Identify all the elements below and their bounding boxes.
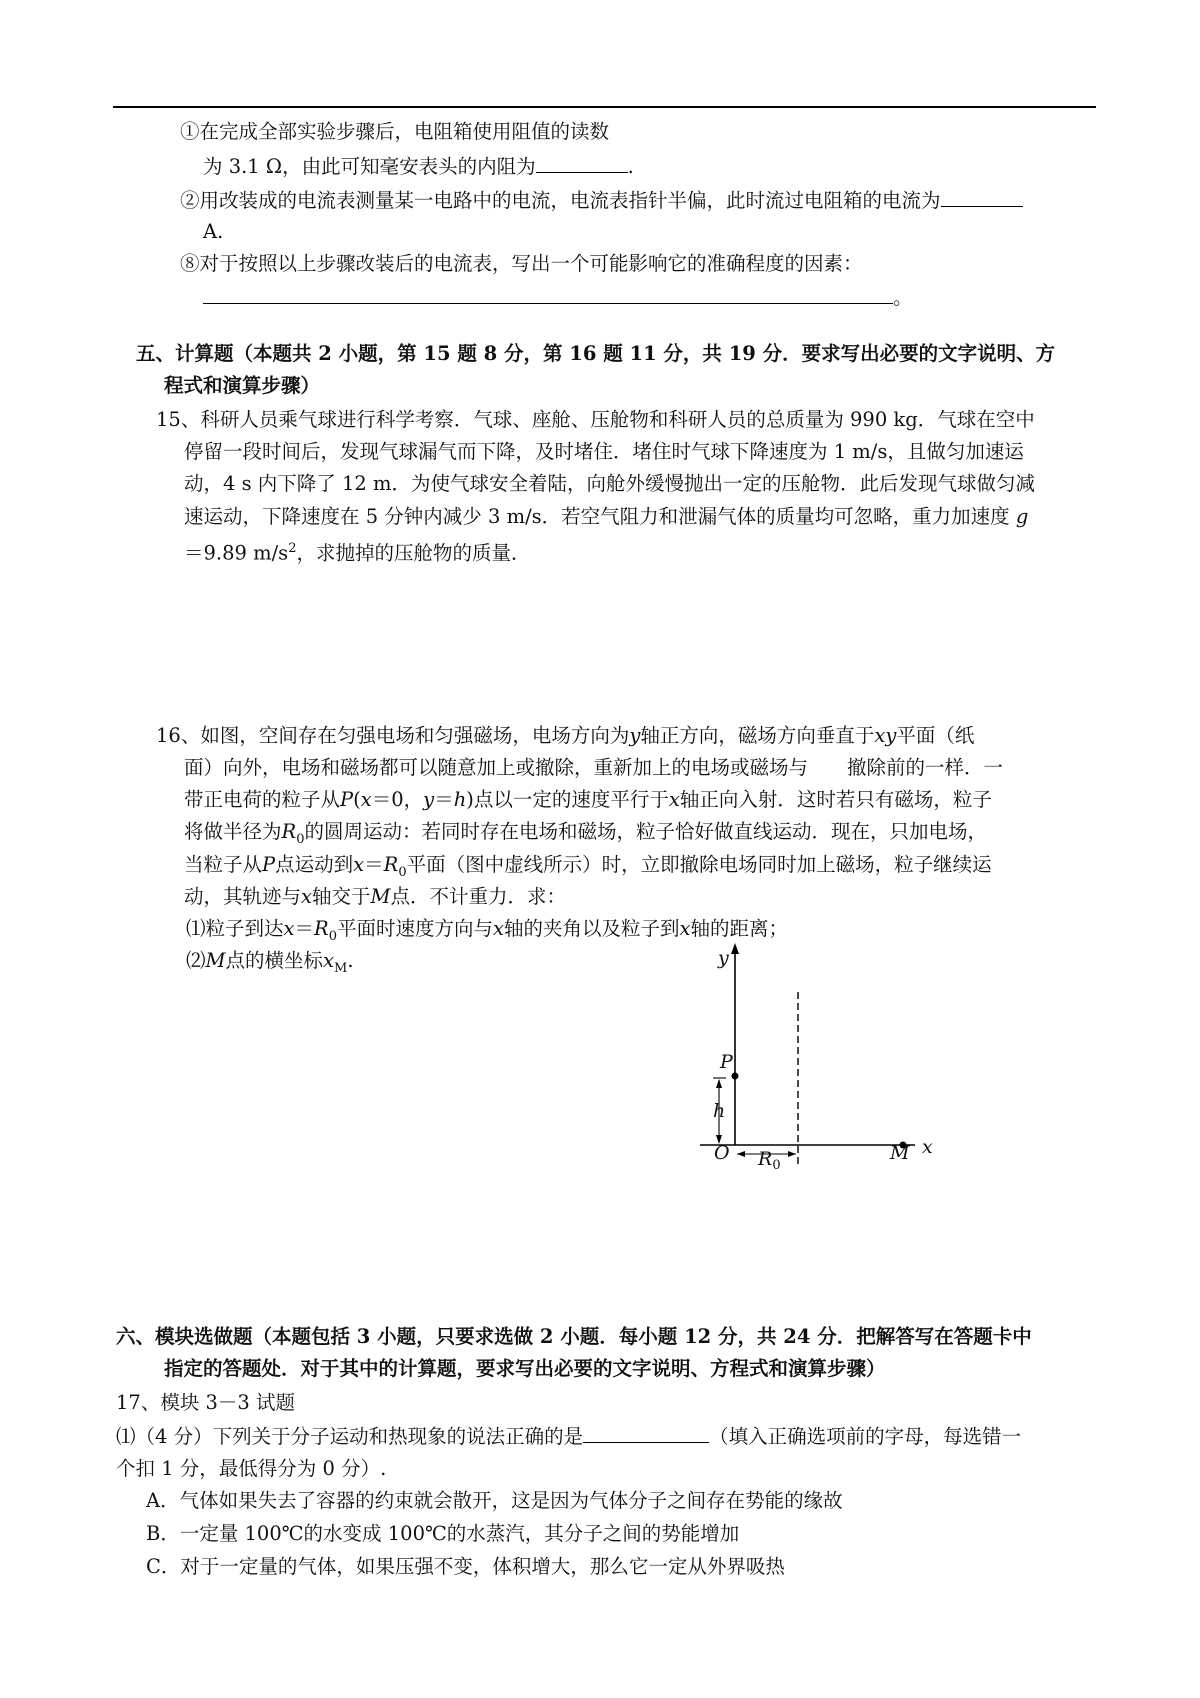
section6-heading-line1: 六、模块选做题（本题包括 3 小题，只要求选做 2 小题．每小题 12 分，共 24 分．把解答写在答题卡中	[116, 1325, 1032, 1348]
q17-title: 17、模块 3－3 试题	[116, 1391, 296, 1414]
q16-line5: 当粒子从P点运动到$x=R_0$平面（图中虚线所示）时，立即撤除电场同时加上磁场，粒子继续运	[184, 853, 992, 880]
point-p	[732, 1073, 739, 1080]
step1-line1: ①在完成全部实验步骤后，电阻箱使用阻值的读数	[180, 120, 610, 143]
step2-line2: A.	[203, 220, 224, 243]
label-m: M	[890, 1142, 910, 1164]
step1-line2: 为 3.1 Ω，由此可知毫安表头的内阻为 .	[203, 152, 634, 181]
step2-line1: ②用改装成的电流表测量某一电路中的电流，电流表指针半偏，此时流过电阻箱的电流为	[180, 186, 1023, 215]
coordinate-figure	[690, 940, 950, 1180]
header-rule	[113, 106, 1096, 108]
label-h: h	[713, 1100, 726, 1122]
q15-line1: 15、科研人员乘气球进行科学考察．气球、座舱、压舱物和科研人员的总质量为 990 kg．气球在空中	[156, 408, 1035, 431]
label-r0: $R_0$	[758, 1148, 781, 1173]
q16-line4: 将做半径为$R_0$的圆周运动：若同时存在电场和磁场，粒子恰好做直线运动．现在，只加电场，	[184, 820, 987, 847]
step3-line: ⑧对于按照以上步骤改装后的电流表，写出一个可能影响它的准确程度的因素：	[180, 252, 863, 275]
q16-line1: 16、如图，空间存在匀强电场和匀强磁场，电场方向为y轴正方向，磁场方向垂直于xy平面（纸	[156, 724, 975, 747]
section5-heading-line1: 五、计算题（本题共 2 小题，第 15 题 8 分，第 16 题 11 分，共 19 分．要求写出必要的文字说明、方	[136, 342, 1056, 365]
q15-line4: 速运动，下降速度在 5 分钟内减少 3 m/s．若空气阻力和泄漏气体的质量均可忽略，重力加速度 g	[184, 505, 1029, 528]
y-axis-arrow	[731, 943, 739, 954]
answer-blank-factor[interactable]	[203, 283, 893, 304]
q16-line3: 带正电荷的粒子从P(x＝0，y＝h)点以一定的速度平行于x轴正向入射．这时若只有磁场，粒子	[184, 788, 992, 811]
q17-option-c: C．对于一定量的气体，如果压强不变，体积增大，那么它一定从外界吸热	[146, 1555, 785, 1578]
answer-blank-choice[interactable]	[583, 1422, 709, 1443]
label-p: P	[720, 1051, 733, 1073]
section6-heading-line2: 指定的答题处．对于其中的计算题，要求写出必要的文字说明、方程式和演算步骤）	[164, 1357, 886, 1380]
q17-option-b: B．一定量 100℃的水变成 100℃的水蒸汽，其分子之间的势能增加	[146, 1522, 740, 1545]
q15-line5: ＝9.89 $m/s^2$，求抛掉的压舱物的质量．	[184, 541, 531, 565]
q17-option-a: A．气体如果失去了容器的约束就会散开，这是因为气体分子之间存在势能的缘故	[146, 1489, 843, 1512]
label-x: x	[922, 1136, 933, 1158]
q15-line3: 动，4 s 内下降了 12 m．为使气球安全着陆，向舱外缓慢抛出一定的压舱物．此后发现气球做匀减	[184, 472, 1036, 495]
r0-arrow-left	[737, 1151, 745, 1157]
q16-subquestion-2: ⑵M点的横坐标$x_M$.	[186, 949, 354, 976]
r0-arrow-right	[788, 1151, 796, 1157]
q15-line2: 停留一段时间后，发现气球漏气而下降，及时堵住．堵住时气球下降速度为 1 m/s，且做匀加速运	[184, 440, 1024, 463]
q16-line2: 面）向外，电场和磁场都可以随意加上或撤除，重新加上的电场或磁场与 撤除前的一样．一	[184, 756, 1004, 779]
label-y: y	[718, 947, 729, 969]
answer-blank-resistance[interactable]	[536, 152, 628, 173]
q16-subquestion-1: ⑴粒子到达$x=R_0$平面时速度方向与x轴的夹角以及粒子到x轴的距离；	[186, 917, 789, 944]
step3-answer-line: 。	[203, 283, 913, 312]
answer-blank-current[interactable]	[941, 186, 1023, 207]
q17-part1-line2: 个扣 1 分，最低得分为 0 分）.	[116, 1457, 387, 1480]
section5-heading-line2: 程式和演算步骤）	[164, 374, 321, 397]
h-arrow-up	[716, 1079, 722, 1088]
label-o: O	[714, 1142, 730, 1164]
q17-part1-line1: ⑴（4 分）下列关于分子运动和热现象的说法正确的是 （填入正确选项前的字母，每选错一	[116, 1422, 1021, 1451]
q16-line6: 动，其轨迹与x轴交于M点．不计重力．求：	[184, 885, 567, 908]
